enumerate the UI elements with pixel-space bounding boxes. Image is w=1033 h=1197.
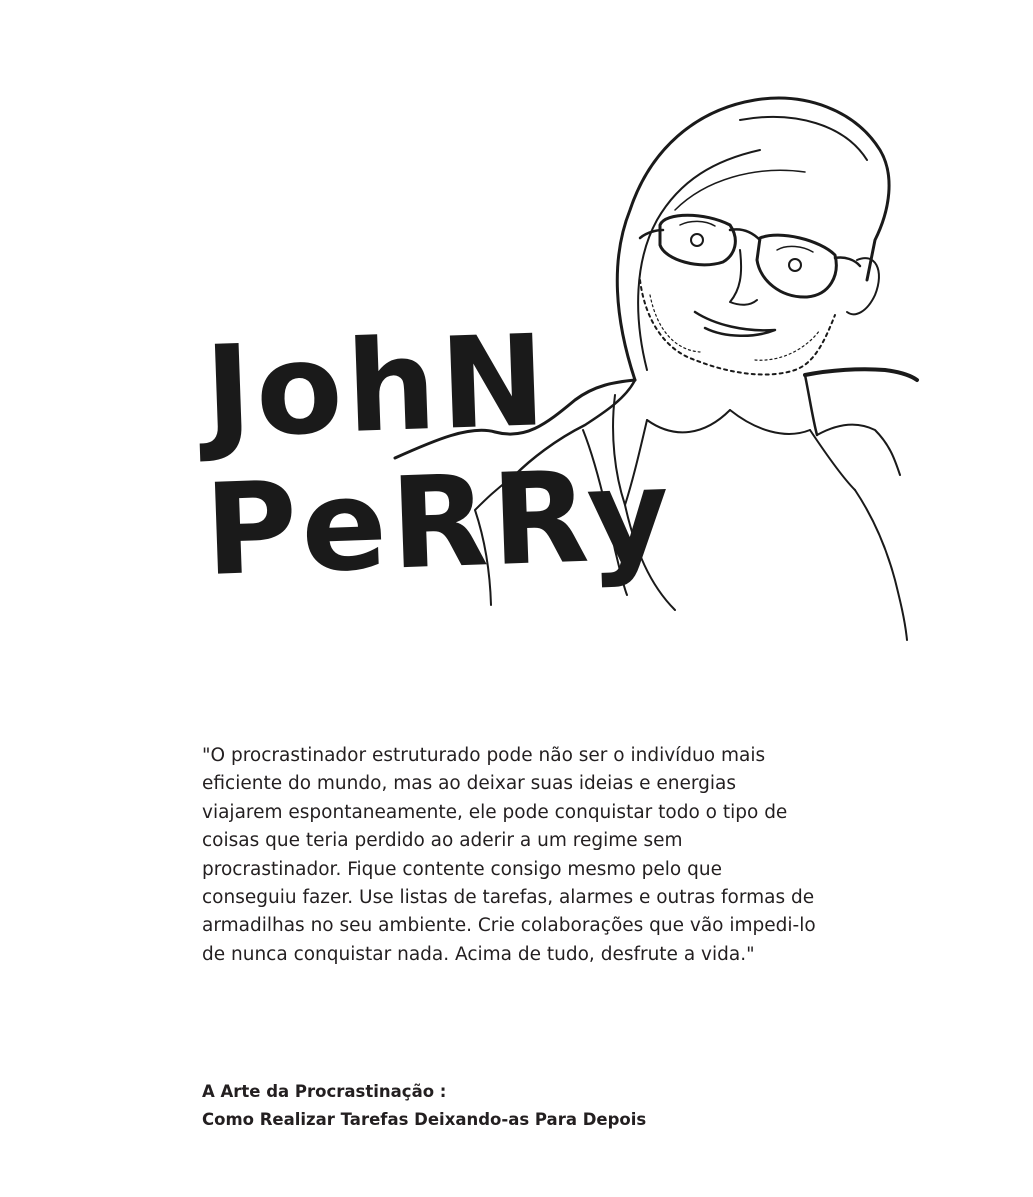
book-title: A Arte da Procrastinação : (202, 1082, 447, 1101)
book-reference (202, 1078, 802, 1134)
author-first-name: JohN (202, 307, 552, 466)
author-last-name: PeRRy (202, 440, 676, 604)
quote-text: "O procrastinador estruturado pode não ser o indivíduo mais eficiente do mundo, mas ao deixar suas ideias e energias viajarem espontaneamente, ele pode conquistar todo o tipo de coisas que teria perdido ao aderir a um regime sem procrastinador. Fique contente consigo mesmo pelo que conseguiu fazer. Use listas de tarefas, alarmes e outras formas de armadilhas no seu ambiente. Crie colaborações que vão impedi-lo de nunca conquistar nada. Acima de tudo, desfrute a vida." (202, 745, 816, 965)
book-subtitle: Como Realizar Tarefas Deixando-as Para Depois (202, 1110, 647, 1129)
